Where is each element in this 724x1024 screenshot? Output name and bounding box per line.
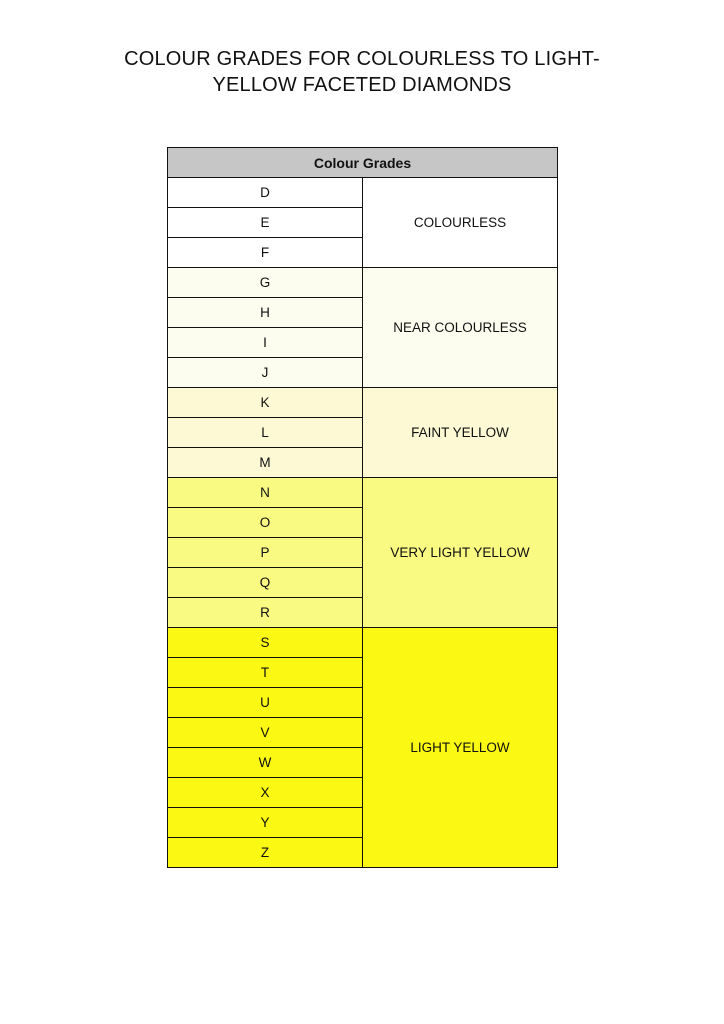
- grade-cell-f: F: [168, 238, 363, 268]
- grade-cell-p: P: [168, 538, 363, 568]
- grade-cell-k: K: [168, 388, 363, 418]
- grade-cell-r: R: [168, 598, 363, 628]
- table-row: [168, 178, 558, 208]
- grade-cell-l: L: [168, 418, 363, 448]
- grade-cell-d: D: [168, 178, 363, 208]
- grade-cell-o: O: [168, 508, 363, 538]
- group-cell-faint-yellow: FAINT YELLOW: [363, 388, 558, 478]
- table-row: [168, 268, 558, 298]
- title-line-2: YELLOW FACETED DIAMONDS: [212, 74, 512, 96]
- table-body: [168, 178, 558, 868]
- grade-cell-s: S: [168, 628, 363, 658]
- page-title: [0, 46, 724, 98]
- grade-cell-y: Y: [168, 808, 363, 838]
- grade-cell-g: G: [168, 268, 363, 298]
- grade-cell-h: H: [168, 298, 363, 328]
- grade-cell-e: E: [168, 208, 363, 238]
- title-line-1: COLOUR GRADES FOR COLOURLESS TO LIGHT-: [124, 48, 600, 70]
- grade-cell-u: U: [168, 688, 363, 718]
- table-header-row: [168, 148, 558, 178]
- grade-cell-z: Z: [168, 838, 363, 868]
- grade-cell-w: W: [168, 748, 363, 778]
- grade-cell-v: V: [168, 718, 363, 748]
- table-row: [168, 388, 558, 418]
- group-cell-colourless: COLOURLESS: [363, 178, 558, 268]
- table-row: [168, 478, 558, 508]
- grade-cell-q: Q: [168, 568, 363, 598]
- table-row: [168, 628, 558, 658]
- grade-cell-i: I: [168, 328, 363, 358]
- group-cell-near-colourless: NEAR COLOURLESS: [363, 268, 558, 388]
- grade-cell-m: M: [168, 448, 363, 478]
- table-header: Colour Grades: [168, 148, 558, 178]
- grade-cell-n: N: [168, 478, 363, 508]
- grade-cell-t: T: [168, 658, 363, 688]
- grade-cell-j: J: [168, 358, 363, 388]
- group-cell-very-light-yellow: VERY LIGHT YELLOW: [363, 478, 558, 628]
- grade-cell-x: X: [168, 778, 363, 808]
- colour-grades-table: [167, 147, 558, 868]
- group-cell-light-yellow: LIGHT YELLOW: [363, 628, 558, 868]
